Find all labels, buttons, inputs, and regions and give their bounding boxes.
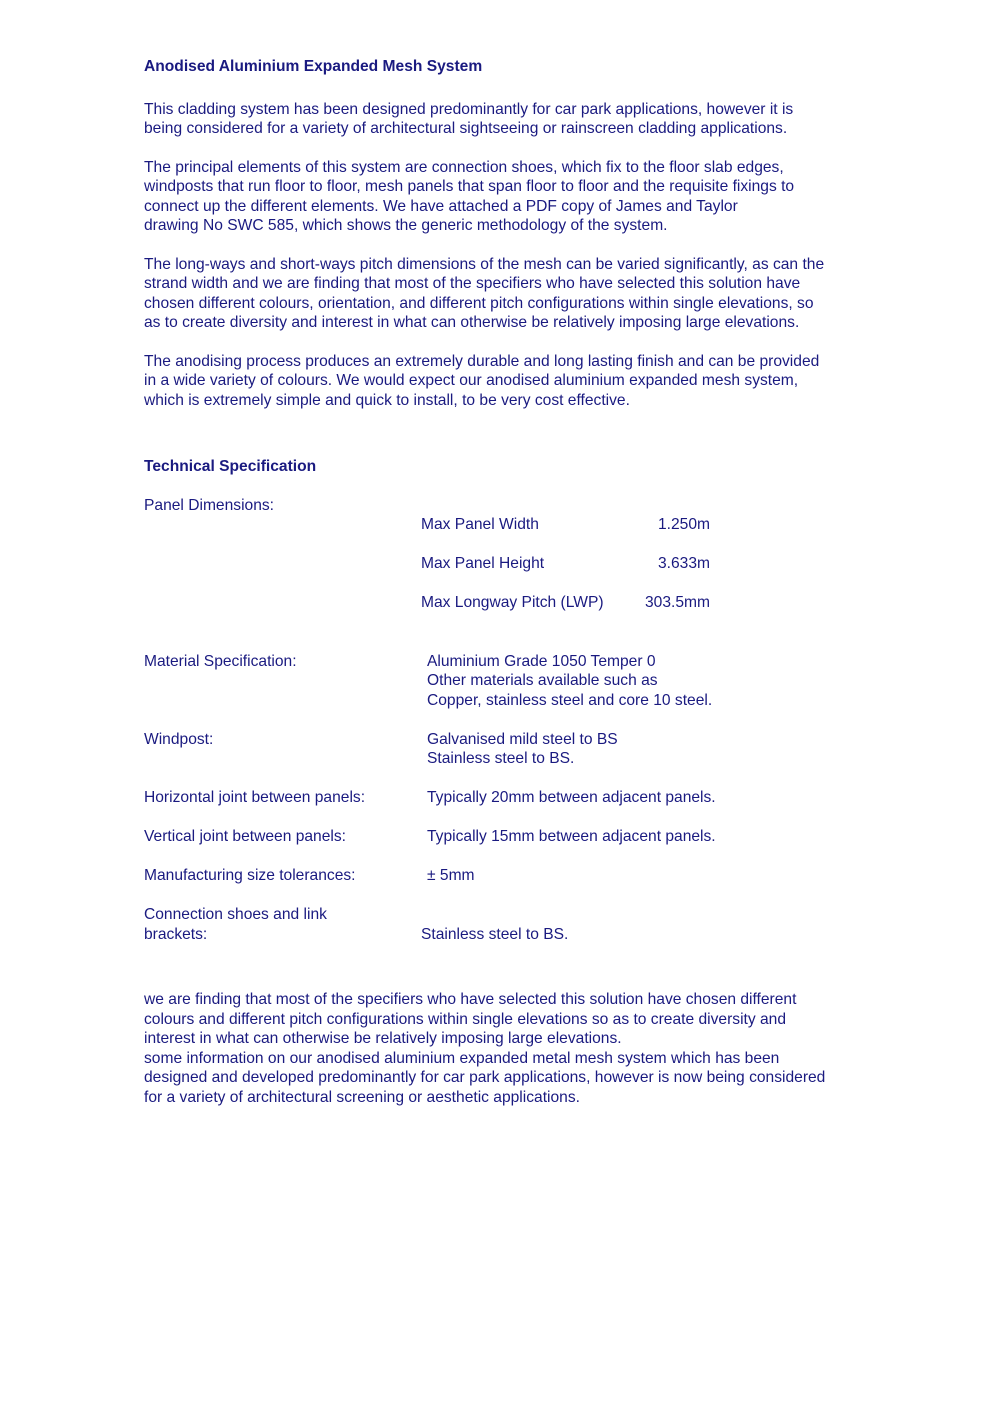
paragraph-anodising: The anodising process produces an extremely durable and long lasting finish and can be provided in a wide variety of colours. We would expect our anodised aluminium expanded mesh system, which is extremely simple and quick to install, to be very cost effective. (144, 352, 820, 409)
spec-title: Technical Specification (144, 458, 317, 475)
paragraph-pitch: The long-ways and short-ways pitch dimensions of the mesh can be varied significantly, as can the strand width and we are finding that most of the specifiers who have selected this solution have chosen different colours, orientation, and different pitch configurations within single elevations, so as to create diversity and interest in what can otherwise be relatively imposing large elevations. (144, 255, 825, 331)
spec-row-material (144, 652, 894, 711)
spec-label: Manufacturing size tolerances: (144, 867, 356, 884)
spec-label: Horizontal joint between panels: (144, 789, 366, 806)
dim-row (421, 554, 710, 574)
spec-value: Galvanised mild steel to BS Stainless steel to BS. (427, 730, 618, 767)
spec-value: Stainless steel to BS. (421, 925, 569, 943)
spec-row-panel-dimensions (144, 496, 894, 633)
dim-row (421, 593, 710, 613)
dim-name: Max Panel Height (421, 555, 545, 572)
paragraph-intro: This cladding system has been designed predominantly for car park applications, however it is being considered for a variety of architectural sightseeing or rainscreen cladding applications. (144, 100, 794, 137)
spec-table (144, 496, 894, 945)
dim-row (421, 515, 710, 535)
spec-label: Material Specification: (144, 652, 297, 670)
spec-value: Typically 15mm between adjacent panels. (427, 828, 716, 845)
spec-row-windpost (144, 730, 894, 769)
dim-value: 3.633m (657, 555, 710, 572)
dim-name: Max Panel Width (421, 516, 539, 533)
spec-row-vertical-joint (144, 827, 894, 847)
dim-value: 303.5mm (644, 594, 710, 611)
spec-label: Panel Dimensions: (144, 496, 275, 514)
spec-row-connection-shoes (144, 905, 894, 944)
spec-row-tolerances (144, 866, 894, 886)
document-page (144, 57, 894, 1107)
spec-value: Aluminium Grade 1050 Temper 0 Other materials available such as Copper, stainless steel and core 10 steel. (427, 652, 713, 709)
dim-name: Max Longway Pitch (LWP) (421, 594, 604, 611)
spec-label: Windpost: (144, 730, 214, 748)
spec-row-horizontal-joint (144, 788, 894, 808)
dim-value: 1.250m (657, 516, 710, 533)
document-title: Anodised Aluminium Expanded Mesh System (144, 58, 483, 75)
spec-value: ± 5mm (427, 867, 475, 884)
paragraph-closing: we are finding that most of the specifiers who have selected this solution have chosen different colours and different pitch configurations within single elevations so as to create diversity and interest in what can otherwise be relatively imposing large elevations. some information on our anodised aluminium expanded metal mesh system which has been designed and developed predominantly for car park applications, however is now being considered for a variety of architectural screening or aesthetic applications. (144, 991, 826, 1106)
paragraph-elements: The principal elements of this system are connection shoes, which fix to the floor slab edges, windposts that run floor to floor, mesh panels that span floor to floor and the requisite fixings to connect up the different elements. We have attached a PDF copy of James and Taylor drawing No SWC 585, which shows the generic methodology of the system. (144, 158, 795, 234)
spec-label: Vertical joint between panels: (144, 828, 346, 845)
spec-label: Connection shoes and link brackets: (144, 906, 327, 943)
spec-value: Typically 20mm between adjacent panels. (427, 789, 716, 806)
spec-values (421, 496, 894, 633)
